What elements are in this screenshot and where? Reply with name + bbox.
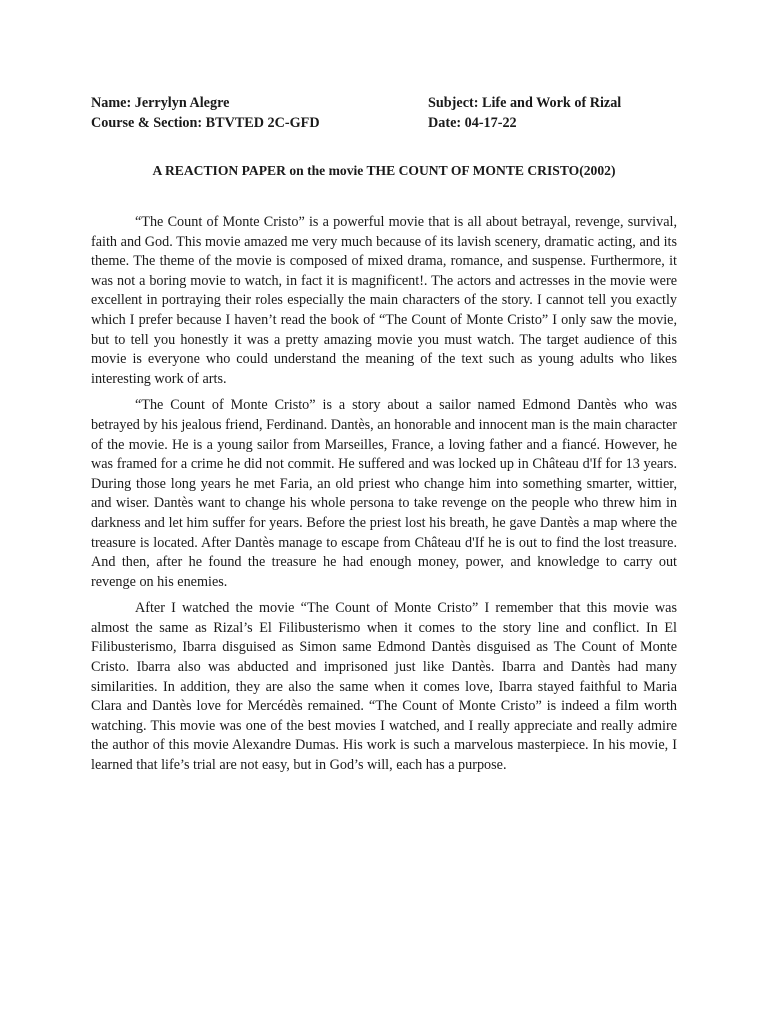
- document-title: A REACTION PAPER on the movie THE COUNT OF MONTE CRISTO(2002): [152, 163, 616, 178]
- document-body: [91, 213, 677, 783]
- header-row-2: [91, 113, 691, 133]
- subject: Subject: Life and Work of Rizal: [428, 95, 622, 111]
- course-section: Course & Section: BTVTED 2C-GFD: [91, 115, 320, 131]
- paragraph-2: “The Count of Monte Cristo” is a story about a sailor named Edmond Dantès who was betrayed by his jealous friend, Ferdinand. Dantès, an honorable and innocent man is the main character of the movie. He is a young sailor from Marseilles, France, a loving father and a fiancé. However, he was framed for a crime he did not commit. He suffered and was locked up in Château d'If for 13 years. During those long years he met Faria, an old priest who change him into something smarter, wittier, and wiser. Dantès want to change his whole persona to take revenge on the people who threw him in darkness and let him suffer for years. Before the priest lost his breath, he gave Dantès a map where the treasure is located. After Dantès manage to escape from Château d'If he is out to find the lost treasure. And then, after he found the treasure he had enough money, power, and knowledge to carry out revenge on his enemies.: [91, 397, 677, 590]
- paragraph-3: After I watched the movie “The Count of Monte Cristo” I remember that this movie was almost the same as Rizal’s El Filibusterismo when it comes to the story line and conflict. In El Filibusterismo, Ibarra disguised as Simon same Edmond Dantès disguised as The Count of Monte Cristo. Ibarra also was abducted and imprisoned just like Dantès. Ibarra and Dantès had many similarities. In addition, they are also the same when it comes love, Ibarra stayed faithful to Maria Clara and Dantès love for Mercédès remained. “The Count of Monte Cristo” is indeed a film worth watching. This movie was one of the best movies I watched, and I really appreciate and really admire the author of this movie Alexandre Dumas. His work is such a marvelous masterpiece. In his movie, I learned that life’s trial are not easy, but in God’s will, each has a purpose.: [91, 600, 677, 774]
- student-name: Name: Jerrylyn Alegre: [91, 95, 230, 111]
- document-header: [91, 93, 691, 133]
- date: Date: 04-17-22: [428, 115, 517, 131]
- header-row-1: [91, 93, 691, 113]
- paragraph-1: “The Count of Monte Cristo” is a powerful movie that is all about betrayal, revenge, survival, faith and God. This movie amazed me very much because of its lavish scenery, dramatic acting, and its theme. The theme of the movie is composed of mixed drama, romance, and suspense. Furthermore, it was not a boring movie to watch, in fact it is magnificent!. The actors and actresses in the movie were excellent in portraying their roles especially the main characters of the story. I cannot tell you exactly which I prefer because I haven’t read the book of “The Count of Monte Cristo” I only saw the movie, but to tell you honestly it was a pretty amazing movie you must watch. The target audience of this movie is everyone who could understand the meaning of the text such as young adults who likes interesting work of arts.: [91, 214, 677, 387]
